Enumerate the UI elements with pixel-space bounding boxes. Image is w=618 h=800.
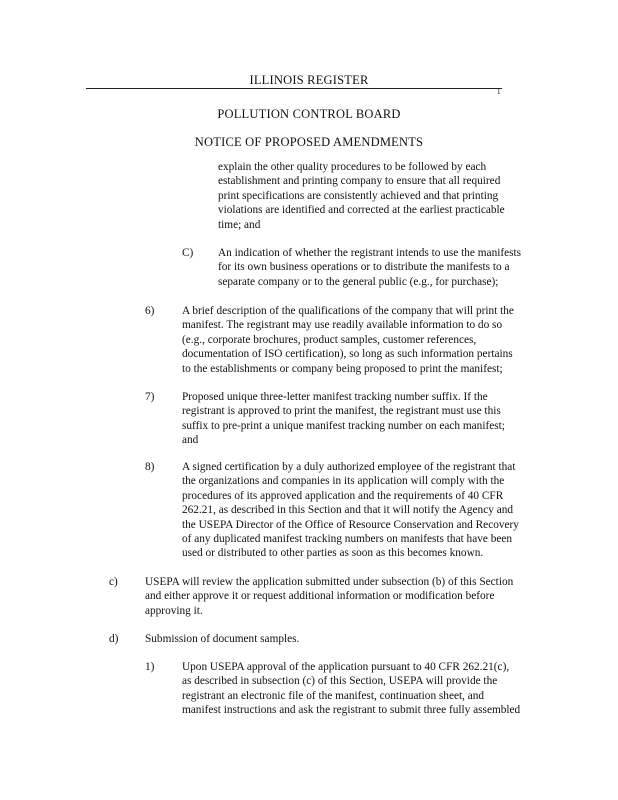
text-line: as described in subsection (c) of this Section, USEPA will provide the: [182, 675, 498, 688]
text-line: approving it.: [145, 604, 203, 617]
board-title: POLLUTION CONTROL BOARD: [217, 107, 401, 121]
text-line: Proposed unique three-letter manifest tracking number suffix. If the: [182, 391, 488, 403]
text-line: A brief description of the qualifications of the company that will print the: [182, 305, 514, 317]
text-line: A signed certification by a duly authorized employee of the registrant that: [182, 461, 516, 473]
register-title: ILLINOIS REGISTER: [249, 73, 369, 87]
text-line: registrant is approved to print the manifest, the registrant must use this: [182, 405, 501, 418]
item-c-upper-label: C): [182, 247, 194, 259]
text-line: USEPA will review the application submitted under subsection (b) of this Section: [145, 576, 514, 588]
text-line: violations are identified and corrected at the earliest practicable: [218, 204, 505, 217]
text-line: suffix to pre-print a unique manifest tracking number on each manifest;: [182, 419, 505, 432]
item-8-label: 8): [145, 461, 155, 473]
header-tick-mark: 1: [497, 88, 501, 96]
item-d-paragraph: [145, 632, 299, 646]
text-line: the USEPA Director of the Office of Resource Conservation and Recovery: [182, 518, 519, 531]
text-line: Submission of document samples.: [145, 633, 300, 645]
text-line: to the establishments or company being proposed to print the manifest;: [182, 362, 503, 375]
item-c-label: c): [109, 576, 118, 588]
text-line: print specifications are consistently achieved and that printing: [218, 189, 499, 202]
text-line: procedures of its approved application and the requirements of 40 CFR: [182, 489, 504, 502]
item-6-paragraph: [182, 304, 514, 376]
text-line: An indication of whether the registrant intends to use the manifests: [218, 247, 522, 259]
text-line: the organizations and companies in its application will comply with the: [182, 475, 505, 488]
text-line: manifest instructions and ask the registrant to submit three fully assembled: [182, 704, 521, 717]
text-line: (e.g., corporate brochures, product samples, customer references,: [182, 333, 477, 346]
text-line: used or distributed to other parties as soon as this becomes known.: [182, 547, 484, 560]
item-c-upper-paragraph: [218, 246, 521, 289]
header-rule: [86, 88, 502, 89]
text-line: registrant an electronic file of the manifest, continuation sheet, and: [182, 689, 485, 702]
text-line: for its own business operations or to distribute the manifests to a: [218, 261, 510, 274]
item-7-paragraph: [182, 390, 505, 448]
item-8-paragraph: [182, 460, 519, 561]
text-line: and: [182, 434, 199, 447]
text-line: and either approve it or request additional information or modification before: [145, 590, 495, 603]
item-d-label: d): [109, 633, 119, 645]
text-line: explain the other quality procedures to be followed by each: [218, 161, 487, 173]
text-line: time; and: [218, 218, 261, 231]
text-line: documentation of ISO certification), so long as such information pertains: [182, 348, 513, 361]
item-6-label: 6): [145, 305, 155, 317]
item-c-paragraph: [145, 575, 513, 618]
item-1-paragraph: [182, 660, 520, 718]
continuation-paragraph: [218, 160, 505, 232]
text-line: manifest. The registrant may use readily available information to do so: [182, 319, 503, 332]
text-line: Upon USEPA approval of the application pursuant to 40 CFR 262.21(c),: [182, 661, 510, 673]
text-line: establishment and printing company to ensure that all required: [218, 175, 501, 188]
item-7-label: 7): [145, 391, 155, 403]
text-line: separate company or to the general public (e.g., for purchase);: [218, 275, 499, 288]
item-1-label: 1): [145, 661, 155, 673]
text-line: 262.21, as described in this Section and that it will notify the Agency and: [182, 504, 514, 517]
notice-title: NOTICE OF PROPOSED AMENDMENTS: [194, 135, 424, 149]
text-line: of any duplicated manifest tracking numbers on manifests that have been: [182, 533, 513, 546]
